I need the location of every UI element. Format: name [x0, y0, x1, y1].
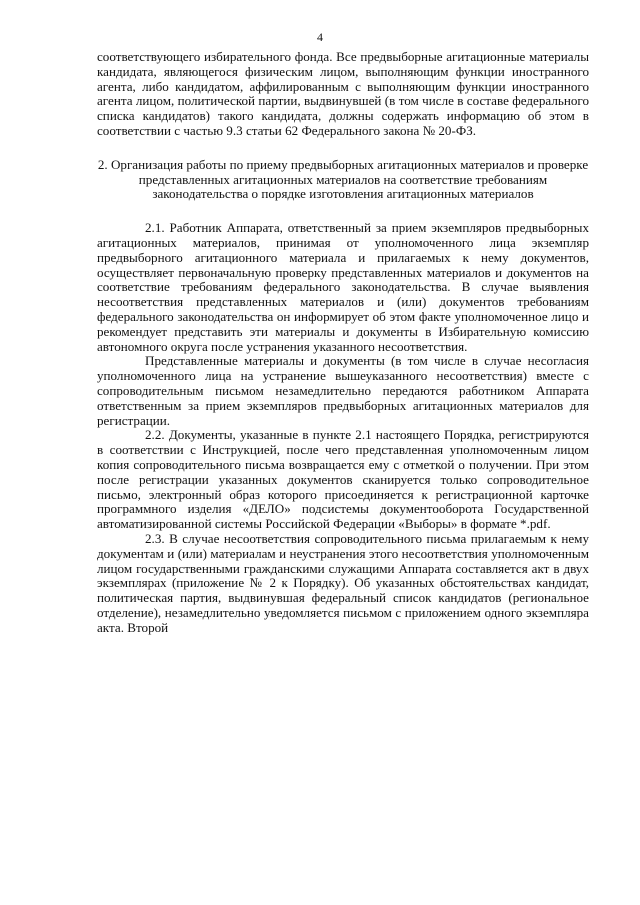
paragraph-2-2: 2.2. Документы, указанные в пункте 2.1 настоящего Порядка, регистрируются в соответствии с Инструкцией, после чего представленная уполномоченным лицом копия сопроводительного письма возвращается ему с отметкой о получении. При этом после регистрации указанных документов сканируется только сопроводительное письмо, электронный образ которого присоединяется к регистрационной карточке программного изделия «ДЕЛО» подсистемы документооборота Государственной автоматизированной системы Российской Федерации «Выборы» в формате *.pdf.: [97, 427, 589, 532]
section-heading: 2. Организация работы по приему предвыборных агитационных материалов и проверке представленных агитационных материалов на соответствие требованиям законодательства о порядке изготовления агитационных материалов: [97, 156, 589, 202]
paragraph-intro: соответствующего избирательного фонда. Все предвыборные агитационные материалы кандидата, являющегося физическим лицом, выполняющим функции иностранного агента, либо кандидатом, аффилированным с выполняющим функции иностранного агента лицом, политической партии, выдвинувшей (в том числе в составе федерального списка кандидатов) такого кандидата, должны содержать информацию об этом в соответствии с частью 9.3 статьи 62 Федерального закона № 20-ФЗ.: [97, 49, 589, 138]
paragraph-2-3: 2.3. В случае несоответствия сопроводительного письма прилагаемым к нему документам и (или) материалам и неустранения этого несоответствия уполномоченным лицом государственными гражданскими служащими Аппарата составляется акт в двух экземплярах (приложение № 2 к Порядку). Об указанных обстоятельствах кандидат, политическая партия, выдвинувшая федеральный список кандидатов (региональное отделение), незамедлительно уведомляется письмом с приложением одного экземпляра акта. Второй: [97, 530, 589, 635]
paragraph-2-1-continued: Представленные материалы и документы (в том числе в случае несогласия уполномоченного лица на устранение вышеуказанного несоответствия) вместе с сопроводительным письмом незамедлительно передаются работником Аппарата ответственным за прием экземпляров предвыборных агитационных материалов для регистрации.: [97, 353, 589, 428]
document-body: [97, 50, 589, 635]
page-number: 4: [317, 30, 323, 44]
paragraph-2-1: 2.1. Работник Аппарата, ответственный за прием экземпляров предвыборных агитационных материалов, принимая от уполномоченного лица экземпляр предвыборного агитационного материала и прилагаемых к нему документов, осуществляет первоначальную проверку представленных материалов и документов на соответствие требованиям федерального законодательства. В случае выявления несоответствия представленных материалов и (или) документов требованиям федерального законодательства он информирует об этом факте уполномоченное лицо и рекомендует представить эти материалы и документы в Избирательную комиссию автономного округа после устранения указанного несоответствия.: [97, 220, 589, 354]
